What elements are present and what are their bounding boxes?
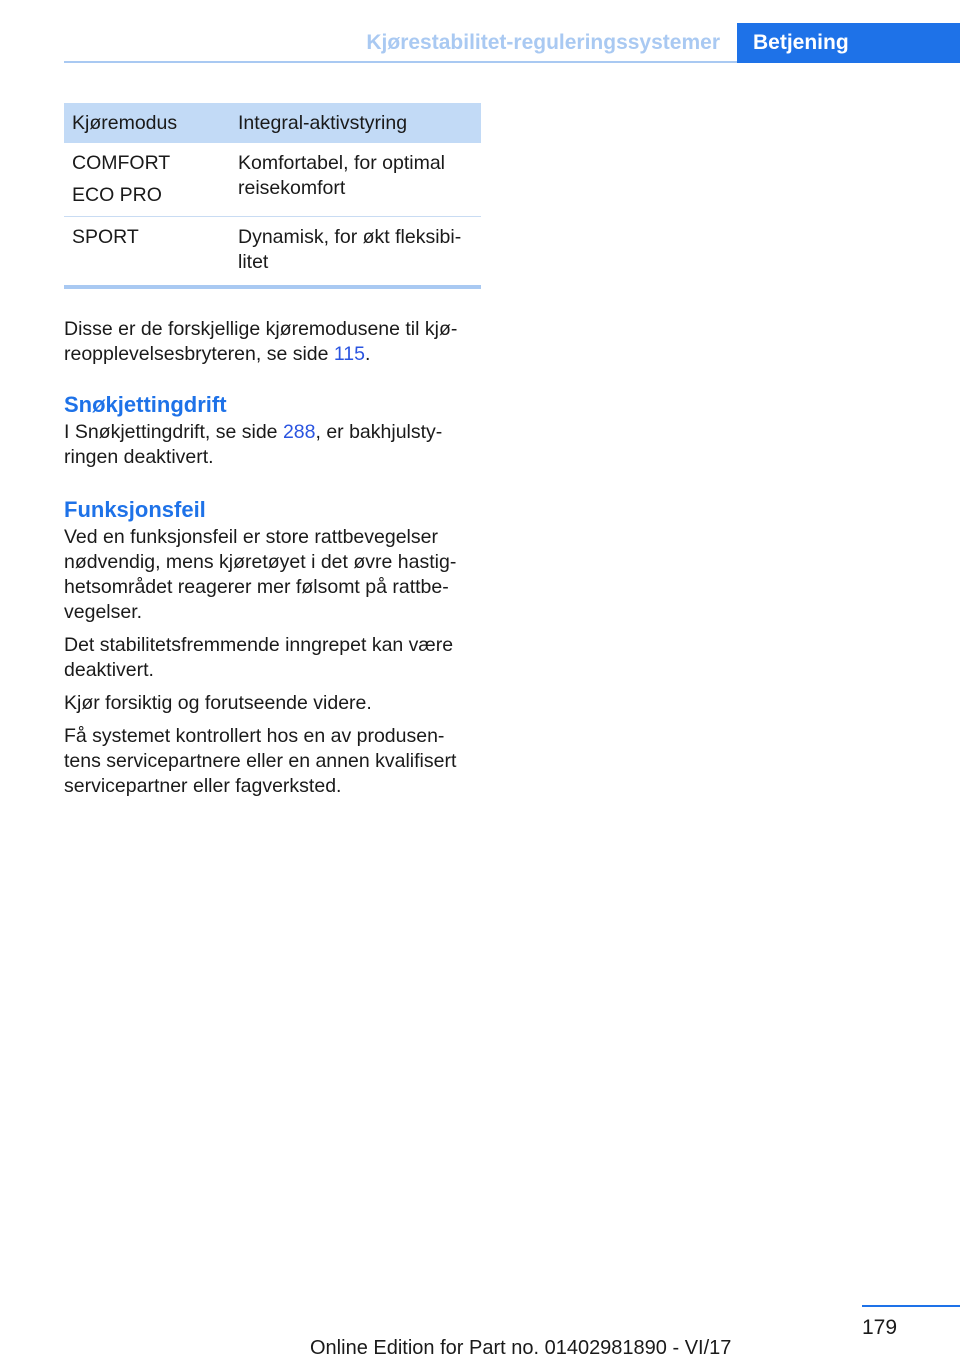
snow-chain-paragraph bbox=[64, 420, 481, 470]
table-row bbox=[64, 217, 481, 288]
intro-paragraph bbox=[64, 317, 481, 367]
snow-chain-text-end: , er bakhjulsty-ringen deaktivert. bbox=[64, 421, 443, 468]
mode-comfort: COMFORT bbox=[72, 152, 171, 174]
malfunction-paragraph-2: Det stabilitetsfremmende inngrepet kan være deaktivert. bbox=[64, 634, 454, 681]
page-link-115[interactable]: 115 bbox=[333, 343, 365, 365]
table-row bbox=[64, 143, 481, 217]
content-column bbox=[64, 103, 481, 799]
edition-footer: Online Edition for Part no. 01402981890 - VI/17 bbox=[310, 1337, 732, 1359]
table-cell-description: Dynamisk, for økt fleksibi-litet bbox=[230, 217, 481, 288]
table-cell-description: Komfortabel, for optimal reisekomfort bbox=[230, 143, 481, 217]
page-number: 179 bbox=[862, 1316, 898, 1339]
table-header-drive-mode: Kjøremodus bbox=[64, 103, 230, 143]
header-chapter-tab: Betjening bbox=[737, 23, 960, 63]
mode-sport: SPORT bbox=[72, 226, 139, 248]
table-header-row bbox=[64, 103, 481, 143]
malfunction-paragraph-1: Ved en funksjonsfeil er store rattbevegelser nødvendig, mens kjøretøyet i det øvre hastig-hetsområdet reagerer mer følsomt på rattbe-vegelser. bbox=[64, 526, 457, 623]
malfunction-paragraph-3: Kjør forsiktig og forutseende videre. bbox=[64, 692, 372, 714]
snow-chain-text: I Snøkjettingdrift, se side bbox=[64, 421, 283, 443]
snow-chain-heading: Snøkjettingdrift bbox=[64, 392, 227, 417]
page-link-288[interactable]: 288 bbox=[282, 421, 316, 443]
table-cell-mode bbox=[64, 143, 230, 217]
intro-text-end: . bbox=[365, 343, 371, 365]
table-cell-mode bbox=[64, 217, 230, 288]
header-section-title: Kjørestabilitet-reguleringssystemer bbox=[366, 31, 720, 54]
table-header-steering: Integral-aktivstyring bbox=[230, 103, 481, 143]
drive-mode-table bbox=[64, 103, 481, 289]
malfunction-heading: Funksjonsfeil bbox=[64, 497, 206, 522]
mode-eco-pro: ECO PRO bbox=[72, 184, 162, 206]
malfunction-paragraph-4: Få systemet kontrollert hos en av produsen-tens servicepartnere eller en annen kvalifisert servicepartner eller fagverksted. bbox=[64, 725, 457, 797]
intro-text: Disse er de forskjellige kjøremodusene til kjø-reopplevelsesbryteren, se side bbox=[64, 318, 458, 365]
footer-rule bbox=[862, 1305, 960, 1307]
